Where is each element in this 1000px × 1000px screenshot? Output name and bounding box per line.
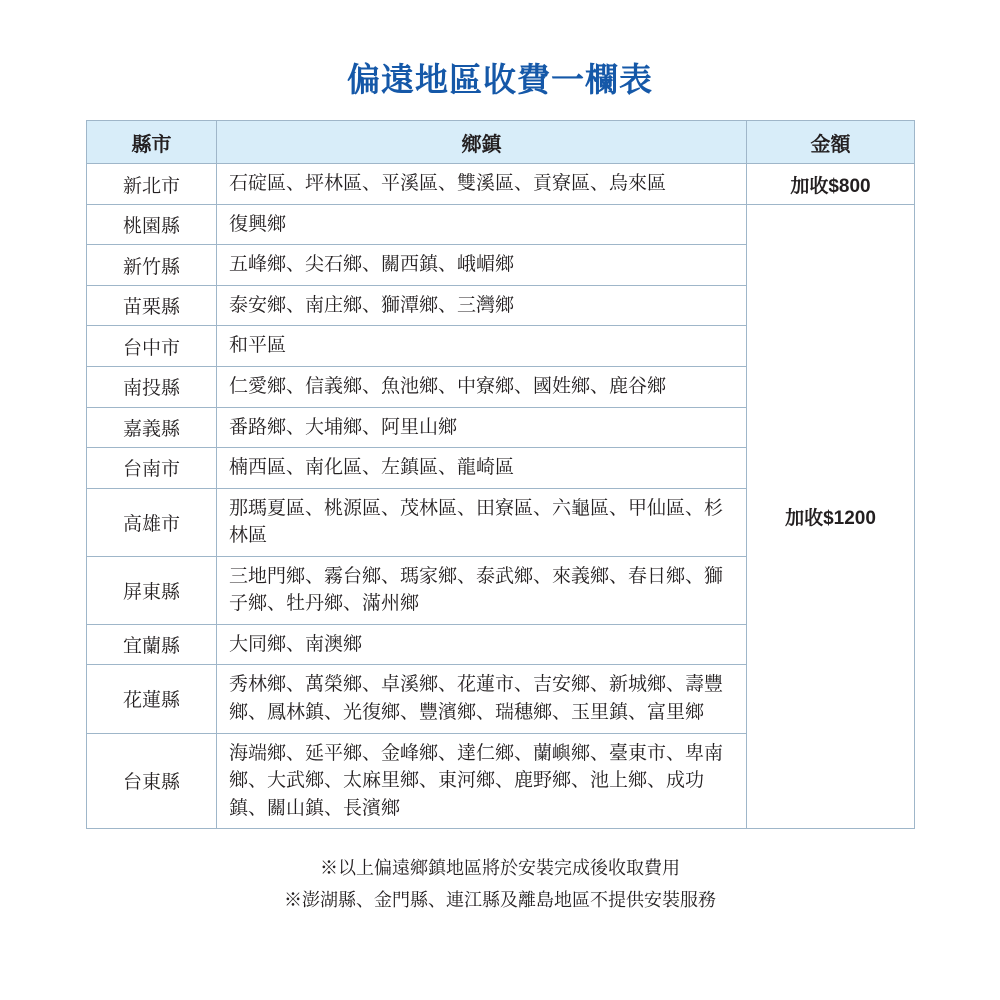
footnote-1: ※以上偏遠鄉鎮地區將於安裝完成後收取費用 [320,858,680,879]
table-row [87,204,915,245]
cell-township: 那瑪夏區、桃源區、茂林區、田寮區、六龜區、甲仙區、杉林區 [217,488,747,556]
cell-township: 秀林鄉、萬榮鄉、卓溪鄉、花蓮市、吉安鄉、新城鄉、壽豐鄉、鳳林鎮、光復鄉、豐濱鄉、瑞穗鄉、玉里鎮、富里鄉 [217,665,747,733]
cell-county: 新北市 [87,164,217,205]
cell-county: 苗栗縣 [87,285,217,326]
cell-amount-800: 加收$800 [747,164,915,205]
cell-county: 屏東縣 [87,556,217,624]
cell-township: 五峰鄉、尖石鄉、關西鎮、峨嵋鄉 [217,245,747,286]
cell-county: 台中市 [87,326,217,367]
cell-county: 宜蘭縣 [87,624,217,665]
cell-township: 復興鄉 [217,204,747,245]
cell-township: 仁愛鄉、信義鄉、魚池鄉、中寮鄉、國姓鄉、鹿谷鄉 [217,367,747,408]
cell-amount-1200: 加收$1200 [747,204,915,828]
cell-county: 花蓮縣 [87,665,217,733]
cell-township: 泰安鄉、南庄鄉、獅潭鄉、三灣鄉 [217,285,747,326]
page-title: 偏遠地區收費一欄表 [347,61,653,98]
table-row [87,164,915,205]
table-header [87,121,915,164]
fee-table-container [86,120,914,829]
cell-township: 番路鄉、大埔鄉、阿里山鄉 [217,407,747,448]
cell-township: 和平區 [217,326,747,367]
cell-township: 石碇區、坪林區、平溪區、雙溪區、貢寮區、烏來區 [217,164,747,205]
footnotes [0,853,1000,916]
cell-township: 海端鄉、延平鄉、金峰鄉、達仁鄉、蘭嶼鄉、臺東市、卑南鄉、大武鄉、太麻里鄉、東河鄉、鹿野鄉、池上鄉、成功鎮、關山鎮、長濱鄉 [217,733,747,829]
cell-county: 嘉義縣 [87,407,217,448]
column-header-amount: 金額 [747,121,915,164]
table-header-row [87,121,915,164]
cell-county: 新竹縣 [87,245,217,286]
column-header-county: 縣市 [87,121,217,164]
column-header-township: 鄉鎮 [217,121,747,164]
cell-county: 高雄市 [87,488,217,556]
cell-township: 大同鄉、南澳鄉 [217,624,747,665]
cell-township: 三地門鄉、霧台鄉、瑪家鄉、泰武鄉、來義鄉、春日鄉、獅子鄉、牡丹鄉、滿州鄉 [217,556,747,624]
cell-county: 南投縣 [87,367,217,408]
footnote-2: ※澎湖縣、金門縣、連江縣及離島地區不提供安裝服務 [284,889,716,910]
remote-area-fee-table [86,120,915,829]
cell-county: 台南市 [87,448,217,489]
cell-township: 楠西區、南化區、左鎮區、龍崎區 [217,448,747,489]
table-body [87,164,915,829]
cell-county: 台東縣 [87,733,217,829]
cell-county: 桃園縣 [87,204,217,245]
